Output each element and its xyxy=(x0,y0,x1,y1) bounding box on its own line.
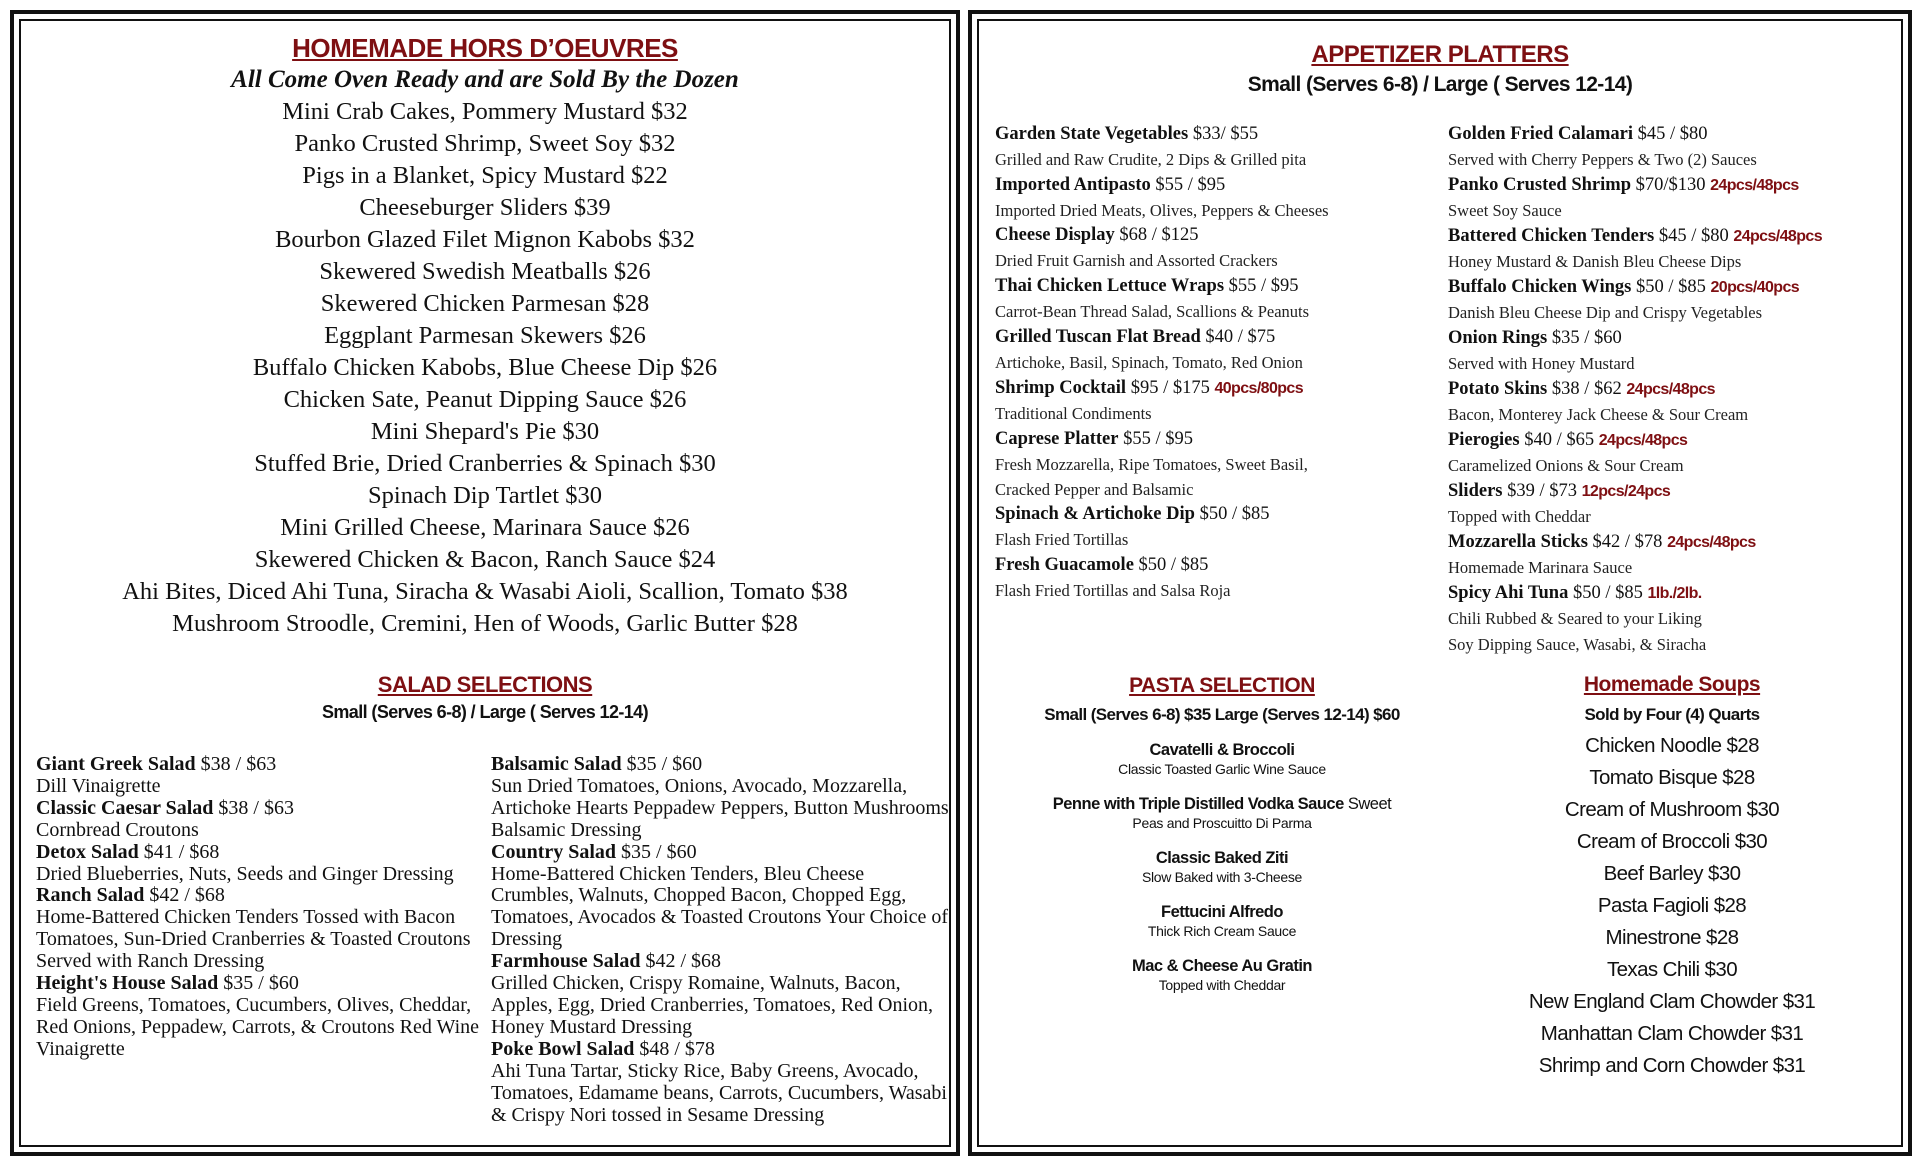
pasta-description: Thick Rich Cream Sauce xyxy=(1147,923,1297,939)
pasta-description: Slow Baked with 3-Cheese xyxy=(1141,869,1303,885)
hors-doeuvres-item: Pigs in a Blanket, Spicy Mustard $22 xyxy=(302,162,668,189)
hors-doeuvres-item: Skewered Swedish Meatballs $26 xyxy=(319,258,651,285)
soup-item: Tomato Bisque $28 xyxy=(1589,766,1755,789)
appetizer-price: $95 / $175 xyxy=(1126,378,1215,398)
soups-section xyxy=(1447,670,1897,1082)
pasta-list xyxy=(1002,740,1442,994)
appetizer-item xyxy=(1448,122,1898,173)
salad-price: $35 / $60 xyxy=(621,753,703,775)
appetizer-name-line xyxy=(995,173,1435,198)
appetizer-name: Sliders xyxy=(1448,481,1503,501)
salad-item xyxy=(36,754,486,776)
appetizer-description: Homemade Marinara Sauce xyxy=(1448,558,1633,577)
right-menu-panel xyxy=(968,10,1912,1156)
salad-name: Farmhouse Salad xyxy=(491,950,641,973)
salad-price: $41 / $68 xyxy=(138,840,220,863)
salad-description: Dill Vinaigrette xyxy=(36,774,161,797)
salad-item xyxy=(491,842,951,864)
soup-item: Manhattan Clam Chowder $31 xyxy=(1540,1022,1804,1045)
salad-item xyxy=(36,885,486,907)
pasta-name: Cavatelli & Broccoli xyxy=(1149,741,1295,759)
hors-doeuvres-item: Mini Shepard's Pie $30 xyxy=(370,418,600,445)
salad-price: $48 / $78 xyxy=(634,1037,715,1060)
appetizer-price: $42 / $78 xyxy=(1587,532,1668,552)
appetizer-piece-count: 24pcs/48pcs xyxy=(1667,534,1756,551)
appetizer-description: Chili Rubbed & Seared to your Liking xyxy=(1448,609,1702,628)
appetizer-column-left xyxy=(995,122,1435,604)
pasta-name: Fettucini Alfredo xyxy=(1161,903,1283,921)
appetizer-name-line xyxy=(995,274,1435,299)
appetizer-item xyxy=(1448,173,1898,224)
salad-item xyxy=(491,951,951,973)
appetizer-name-line xyxy=(1448,275,1898,300)
salad-item xyxy=(36,973,486,995)
appetizer-description: Danish Bleu Cheese Dip and Crispy Vegetables xyxy=(1448,303,1763,322)
pasta-name-line xyxy=(1002,956,1442,976)
appetizer-description: Dried Fruit Garnish and Assorted Crackers xyxy=(995,251,1278,270)
soup-item: Minestrone $28 xyxy=(1605,926,1739,949)
appetizer-name: Thai Chicken Lettuce Wraps xyxy=(995,276,1225,296)
appetizer-price: $40 / $75 xyxy=(1200,327,1276,347)
appetizer-price: $45 / $80 xyxy=(1632,124,1708,144)
hors-doeuvres-item: Eggplant Parmesan Skewers $26 xyxy=(324,322,646,349)
salad-name: Detox Salad xyxy=(36,840,139,863)
pasta-item xyxy=(1002,740,1442,778)
appetizer-name: Spinach & Artichoke Dip xyxy=(995,504,1195,524)
appetizer-item xyxy=(995,325,1435,376)
appetizer-piece-count: 24pcs/48pcs xyxy=(1710,177,1799,194)
salad-name: Poke Bowl Salad xyxy=(491,1037,635,1060)
appetizer-name-line xyxy=(995,502,1435,527)
pasta-description: Topped with Cheddar xyxy=(1158,977,1286,993)
appetizer-name-line xyxy=(995,376,1435,401)
salad-name: Giant Greek Salad xyxy=(36,753,196,775)
appetizer-item xyxy=(1448,275,1898,326)
appetizer-piece-count: 24pcs/48pcs xyxy=(1733,228,1822,245)
appetizer-subtitle: Small (Serves 6-8) / Large ( Serves 12-14) xyxy=(1247,73,1633,96)
appetizer-price: $38 / $62 xyxy=(1547,379,1627,399)
salad-title: SALAD SELECTIONS xyxy=(377,672,593,697)
salad-name: Height's House Salad xyxy=(36,972,219,995)
appetizer-column-right xyxy=(1448,122,1898,658)
salad-name: Country Salad xyxy=(491,840,617,863)
appetizer-piece-count: 24pcs/48pcs xyxy=(1626,381,1715,398)
pasta-name: Mac & Cheese Au Gratin xyxy=(1131,957,1313,975)
appetizer-name-line xyxy=(1448,224,1898,249)
appetizer-description: Traditional Condiments xyxy=(995,404,1152,423)
appetizer-name: Shrimp Cocktail xyxy=(995,378,1127,398)
hors-doeuvres-item: Mini Crab Cakes, Pommery Mustard $32 xyxy=(282,98,688,125)
appetizer-name-line xyxy=(1448,581,1898,606)
hors-doeuvres-section xyxy=(14,32,956,640)
appetizer-price: $39 / $73 xyxy=(1502,481,1582,501)
salad-item xyxy=(36,842,486,864)
salad-description: Home-Battered Chicken Tenders, Bleu Cheese Crumbles, Walnuts, Chopped Bacon, Chopped Egg, Tomatoes, Avocados & Toasted Croutons Your Choice of Dressing xyxy=(491,862,948,951)
appetizer-name: Buffalo Chicken Wings xyxy=(1448,277,1632,297)
appetizer-title: APPETIZER PLATTERS xyxy=(1311,41,1569,68)
soup-item: Chicken Noodle $28 xyxy=(1585,734,1759,757)
left-menu-panel xyxy=(10,10,960,1156)
appetizer-name-line xyxy=(1448,530,1898,555)
appetizer-name: Imported Antipasto xyxy=(995,175,1151,195)
appetizer-item xyxy=(1448,377,1898,428)
salad-item xyxy=(491,1039,951,1061)
appetizer-item xyxy=(1448,224,1898,275)
appetizer-piece-count: 12pcs/24pcs xyxy=(1581,483,1671,500)
appetizer-price: $33/ $55 xyxy=(1188,124,1259,144)
soups-title: Homemade Soups xyxy=(1583,673,1761,696)
appetizer-name-line xyxy=(1448,173,1898,198)
salad-description: Field Greens, Tomatoes, Cucumbers, Olives, Cheddar, Red Onions, Peppadew, Carrots, & Croutons Red Wine Vinaigrette xyxy=(36,993,480,1060)
pasta-item xyxy=(1002,848,1442,886)
pasta-name-line xyxy=(1002,740,1442,760)
pasta-name: Penne with Triple Distilled Vodka Sauce xyxy=(1052,795,1344,813)
soup-item: New England Clam Chowder $31 xyxy=(1528,990,1816,1013)
salad-name: Ranch Salad xyxy=(36,884,145,907)
appetizer-description: Flash Fried Tortillas xyxy=(995,530,1129,549)
appetizer-name: Mozzarella Sticks xyxy=(1448,532,1588,552)
soup-item: Pasta Fagioli $28 xyxy=(1597,894,1747,917)
appetizer-name-line xyxy=(995,223,1435,248)
pasta-description: Peas and Proscuitto Di Parma xyxy=(1132,815,1312,831)
soup-item: Cream of Broccoli $30 xyxy=(1576,830,1768,853)
appetizer-piece-count: 1lb./2lb. xyxy=(1647,585,1702,602)
appetizer-piece-count: 24pcs/48pcs xyxy=(1598,432,1688,449)
appetizer-item xyxy=(995,502,1435,553)
pasta-name-line xyxy=(1002,902,1442,922)
appetizer-name: Cheese Display xyxy=(995,225,1115,245)
salad-price: $35 / $60 xyxy=(616,840,697,863)
hors-doeuvres-item: Mini Grilled Cheese, Marinara Sauce $26 xyxy=(280,514,690,541)
hors-doeuvres-item: Mushroom Stroodle, Cremini, Hen of Woods, Garlic Butter $28 xyxy=(172,610,798,637)
hors-doeuvres-item: Ahi Bites, Diced Ahi Tuna, Siracha & Wasabi Aioli, Scallion, Tomato $38 xyxy=(122,578,848,605)
pasta-item xyxy=(1002,794,1442,832)
appetizer-item xyxy=(1448,326,1898,377)
salad-description: Home-Battered Chicken Tenders Tossed with Bacon Tomatoes, Sun-Dried Cranberries & Toasted Croutons Served with Ranch Dressing xyxy=(36,906,471,973)
salad-description: Dried Blueberries, Nuts, Seeds and Ginger Dressing xyxy=(36,862,454,885)
appetizer-description: Honey Mustard & Danish Bleu Cheese Dips xyxy=(1448,252,1742,271)
appetizer-name-line xyxy=(1448,479,1898,504)
pasta-name: Classic Baked Ziti xyxy=(1155,849,1289,867)
appetizer-description: Bacon, Monterey Jack Cheese & Sour Cream xyxy=(1448,405,1749,424)
appetizer-name-line xyxy=(1448,122,1898,147)
appetizer-item xyxy=(1448,581,1898,658)
appetizer-description: Artichoke, Basil, Spinach, Tomato, Red Onion xyxy=(995,353,1303,372)
appetizer-name: Caprese Platter xyxy=(995,429,1119,449)
hors-doeuvres-item: Stuffed Brie, Dried Cranberries & Spinach $30 xyxy=(254,450,716,477)
hors-doeuvres-title: HOMEMADE HORS D’OEUVRES xyxy=(292,33,678,63)
appetizer-item xyxy=(995,122,1435,173)
appetizer-name-line xyxy=(995,427,1435,452)
soup-item: Cream of Mushroom $30 xyxy=(1564,798,1780,821)
appetizer-price: $55 / $95 xyxy=(1224,276,1299,296)
soups-list xyxy=(1447,730,1897,1082)
appetizer-item xyxy=(995,427,1435,502)
soups-subtitle: Sold by Four (4) Quarts xyxy=(1584,705,1760,724)
salad-description: Ahi Tuna Tartar, Sticky Rice, Baby Greens, Avocado, Tomatoes, Edamame beans, Carrots, Cucumbers, Wasabi & Crispy Nori tossed in Sesame Dressing xyxy=(491,1059,947,1126)
salad-name: Classic Caesar Salad xyxy=(36,796,214,819)
appetizer-price: $70/$130 xyxy=(1630,175,1711,195)
appetizer-description: Flash Fried Tortillas and Salsa Roja xyxy=(995,581,1231,600)
appetizer-price: $45 / $80 xyxy=(1654,226,1734,246)
appetizer-header xyxy=(972,40,1908,100)
appetizer-name: Golden Fried Calamari xyxy=(1448,124,1633,144)
appetizer-price: $55 / $95 xyxy=(1150,175,1226,195)
salad-price: $38 / $63 xyxy=(213,796,294,819)
hors-doeuvres-list xyxy=(14,96,956,640)
salad-subtitle: Small (Serves 6-8) / Large ( Serves 12-14) xyxy=(322,702,648,722)
appetizer-item xyxy=(1448,428,1898,479)
pasta-name-line xyxy=(1002,848,1442,868)
appetizer-price: $35 / $60 xyxy=(1547,328,1622,348)
appetizer-item xyxy=(995,274,1435,325)
salad-description: Grilled Chicken, Crispy Romaine, Walnuts, Bacon, Apples, Egg, Dried Cranberries, Tomatoes, Red Onion, Honey Mustard Dressing xyxy=(491,972,934,1038)
appetizer-name: Pierogies xyxy=(1448,430,1520,450)
pasta-title: PASTA SELECTION xyxy=(1129,674,1315,697)
pasta-name-line xyxy=(1002,794,1442,814)
appetizer-description: Caramelized Onions & Sour Cream xyxy=(1448,456,1684,475)
appetizer-name-line xyxy=(1448,377,1898,402)
appetizer-description: Imported Dried Meats, Olives, Peppers & Cheeses xyxy=(995,201,1329,220)
appetizer-piece-count: 20pcs/40pcs xyxy=(1710,279,1800,296)
salad-header xyxy=(14,671,956,725)
appetizer-name-line xyxy=(995,553,1435,578)
soup-item: Texas Chili $30 xyxy=(1606,958,1738,981)
salad-description: Cornbread Croutons xyxy=(36,818,199,841)
appetizer-name-line xyxy=(1448,326,1898,351)
appetizer-name-line xyxy=(995,325,1435,350)
hors-doeuvres-item: Chicken Sate, Peanut Dipping Sauce $26 xyxy=(283,386,687,413)
pasta-item xyxy=(1002,902,1442,940)
hors-doeuvres-item: Cheeseburger Sliders $39 xyxy=(359,194,611,221)
pasta-subtitle: Small (Serves 6-8) $35 Large (Serves 12-14) $60 xyxy=(1044,705,1400,724)
salad-name: Balsamic Salad xyxy=(491,753,622,775)
hors-doeuvres-subtitle: All Come Oven Ready and are Sold By the Dozen xyxy=(231,66,739,93)
pasta-description: Classic Toasted Garlic Wine Sauce xyxy=(1118,761,1326,777)
salad-column-left xyxy=(36,754,486,1061)
salad-item xyxy=(36,798,486,820)
hors-doeuvres-item: Spinach Dip Tartlet $30 xyxy=(368,482,602,509)
appetizer-description: Served with Cherry Peppers & Two (2) Sauces xyxy=(1448,150,1757,169)
appetizer-price: $50 / $85 xyxy=(1194,504,1270,524)
salad-price: $42 / $68 xyxy=(144,884,225,907)
appetizer-price: $40 / $65 xyxy=(1519,430,1599,450)
soup-item: Beef Barley $30 xyxy=(1603,862,1741,885)
appetizer-name: Fresh Guacamole xyxy=(995,555,1134,575)
soup-item: Shrimp and Corn Chowder $31 xyxy=(1538,1054,1806,1077)
appetizer-description: Sweet Soy Sauce xyxy=(1448,201,1562,220)
salad-item xyxy=(491,754,951,776)
appetizer-price: $68 / $125 xyxy=(1114,225,1199,245)
appetizer-name: Grilled Tuscan Flat Bread xyxy=(995,327,1201,347)
appetizer-item xyxy=(995,173,1435,223)
pasta-item xyxy=(1002,956,1442,994)
appetizer-description: Carrot-Bean Thread Salad, Scallions & Peanuts xyxy=(995,302,1310,321)
appetizer-name: Onion Rings xyxy=(1448,328,1548,348)
appetizer-item xyxy=(1448,479,1898,530)
salad-column-right xyxy=(491,754,951,1126)
appetizer-description: Soy Dipping Sauce, Wasabi, & Siracha xyxy=(1448,635,1707,654)
appetizer-description: Grilled and Raw Crudite, 2 Dips & Grilled pita xyxy=(995,150,1307,169)
appetizer-name: Battered Chicken Tenders xyxy=(1448,226,1655,246)
appetizer-price: $50 / $85 xyxy=(1631,277,1711,297)
appetizer-piece-count: 40pcs/80pcs xyxy=(1214,380,1304,397)
salad-price: $35 / $60 xyxy=(218,972,299,995)
appetizer-name: Potato Skins xyxy=(1448,379,1548,399)
appetizer-description: Topped with Cheddar xyxy=(1448,507,1591,526)
hors-doeuvres-item: Buffalo Chicken Kabobs, Blue Cheese Dip $26 xyxy=(252,354,718,381)
hors-doeuvres-item: Bourbon Glazed Filet Mignon Kabobs $32 xyxy=(275,226,695,253)
hors-doeuvres-item: Skewered Chicken & Bacon, Ranch Sauce $24 xyxy=(254,546,716,573)
appetizer-item xyxy=(995,553,1435,604)
pasta-name-continuation: Sweet xyxy=(1343,795,1392,813)
appetizer-description: Served with Honey Mustard xyxy=(1448,354,1635,373)
appetizer-item xyxy=(1448,530,1898,581)
appetizer-price: $50 / $85 xyxy=(1568,583,1648,603)
appetizer-item xyxy=(995,223,1435,274)
appetizer-price: $55 / $95 xyxy=(1118,429,1193,449)
appetizer-name-line xyxy=(995,122,1435,147)
salad-price: $42 / $68 xyxy=(640,950,722,973)
appetizer-price: $50 / $85 xyxy=(1133,555,1209,575)
salad-description: Sun Dried Tomatoes, Onions, Avocado, Mozzarella, Artichoke Hearts Peppadew Peppers, Button Mushrooms Balsamic Dressing xyxy=(491,774,949,841)
appetizer-name-line xyxy=(1448,428,1898,453)
hors-doeuvres-item: Skewered Chicken Parmesan $28 xyxy=(320,290,650,317)
appetizer-name: Spicy Ahi Tuna xyxy=(1448,583,1569,603)
appetizer-name: Panko Crusted Shrimp xyxy=(1448,175,1631,195)
hors-doeuvres-item: Panko Crusted Shrimp, Sweet Soy $32 xyxy=(294,130,676,157)
appetizer-name: Garden State Vegetables xyxy=(995,124,1189,144)
salad-price: $38 / $63 xyxy=(195,753,277,775)
appetizer-item xyxy=(995,376,1435,427)
pasta-section xyxy=(1002,672,1442,1010)
appetizer-description: Fresh Mozzarella, Ripe Tomatoes, Sweet Basil, Cracked Pepper and Balsamic xyxy=(995,455,1308,499)
